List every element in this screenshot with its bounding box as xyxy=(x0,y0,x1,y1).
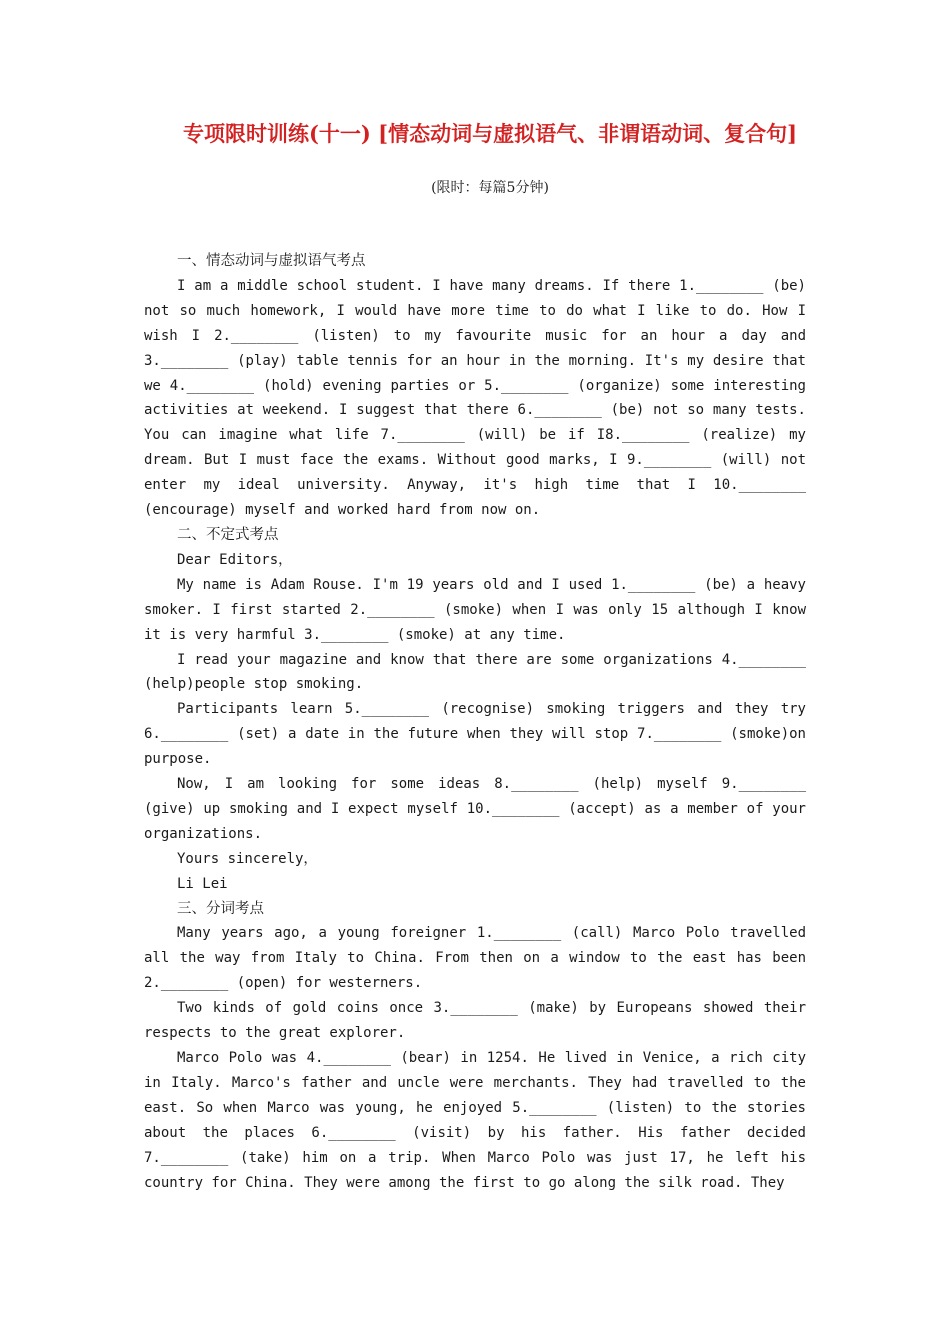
page-title: 专项限时训练(十一) [情态动词与虚拟语气、非谓语动词、复合句] xyxy=(182,121,798,146)
section-heading: 一、情态动词与虚拟语气考点 xyxy=(177,253,366,269)
exercise-paragraph: Two kinds of gold coins once 3.________ (make) by Europeans showed their respects to the great explorer. xyxy=(144,1000,806,1042)
exercise-paragraph: Now, I am looking for some ideas 8.________ (help) myself 9.________ (give) up smoking and I expect myself 10.________ (accept) as a member of your organizations. xyxy=(144,776,806,842)
time-limit-note: (限时：每篇5分钟) xyxy=(431,180,549,196)
exercise-paragraph: My name is Adam Rouse. I'm 19 years old and I used 1.________ (be) a heavy smoker. I first started 2.________ (smoke) when I was only 15 although I know it is very harmful 3.________ (smoke) at any time. xyxy=(144,576,806,643)
exercise-paragraph: Participants learn 5.________ (recognise) smoking triggers and they try 6.________ (set) a date in the future when they will stop 7.________ (smoke)on purpose. xyxy=(144,701,806,768)
letter-salutation: Dear Editors， xyxy=(177,551,293,568)
section-heading: 二、不定式考点 xyxy=(177,526,279,543)
exercise-paragraph: I am a middle school student. I have many dreams. If there 1.________ (be) not so much homework, I would have more time to do what I like to do. How I wish I 2.________ (listen) to my favourite music for an hour a day and 3.________ (play) table tennis for an hour in the morning. It's my desire that we 4.________ (hold) evening parties or 5.________ (organize) some interesting activities at weekend. I suggest that there 6.________ (be) not so many tests. You can imagine what life 7.________ (will) be if I8.________ (realize) my dream. But I must face the exams. Without good marks, I 9.________ (will) not enter my ideal university. Anyway, it's high time that I 10.________ (encourage) myself and worked hard from now on. xyxy=(144,277,806,519)
exercise-paragraph: I read your magazine and know that there are some organizations 4.________ (help)people stop smoking. xyxy=(144,651,806,693)
exercise-paragraph: Many years ago, a young foreigner 1.________ (call) Marco Polo travelled all the way from Italy to China. From then on a window to the east has been 2.________ (open) for westerners. xyxy=(144,925,806,992)
section-heading: 三、分词考点 xyxy=(177,900,264,917)
document-body xyxy=(144,249,806,1195)
letter-closing: Yours sincerely， xyxy=(177,850,318,867)
letter-signature: Li Lei xyxy=(177,875,228,892)
exercise-paragraph: Marco Polo was 4.________ (bear) in 1254. He lived in Venice, a rich city in Italy. Marco's father and uncle were merchants. They had travelled to the east. So when Marco was young, he enjoyed 5.________ (listen) to the stories about the places 6.________ (visit) by his father. His father decided 7.________ (take) him on a trip. When Marco Polo was just 17, he left his country for China. They were among the first to go along the silk road. They xyxy=(144,1050,806,1191)
